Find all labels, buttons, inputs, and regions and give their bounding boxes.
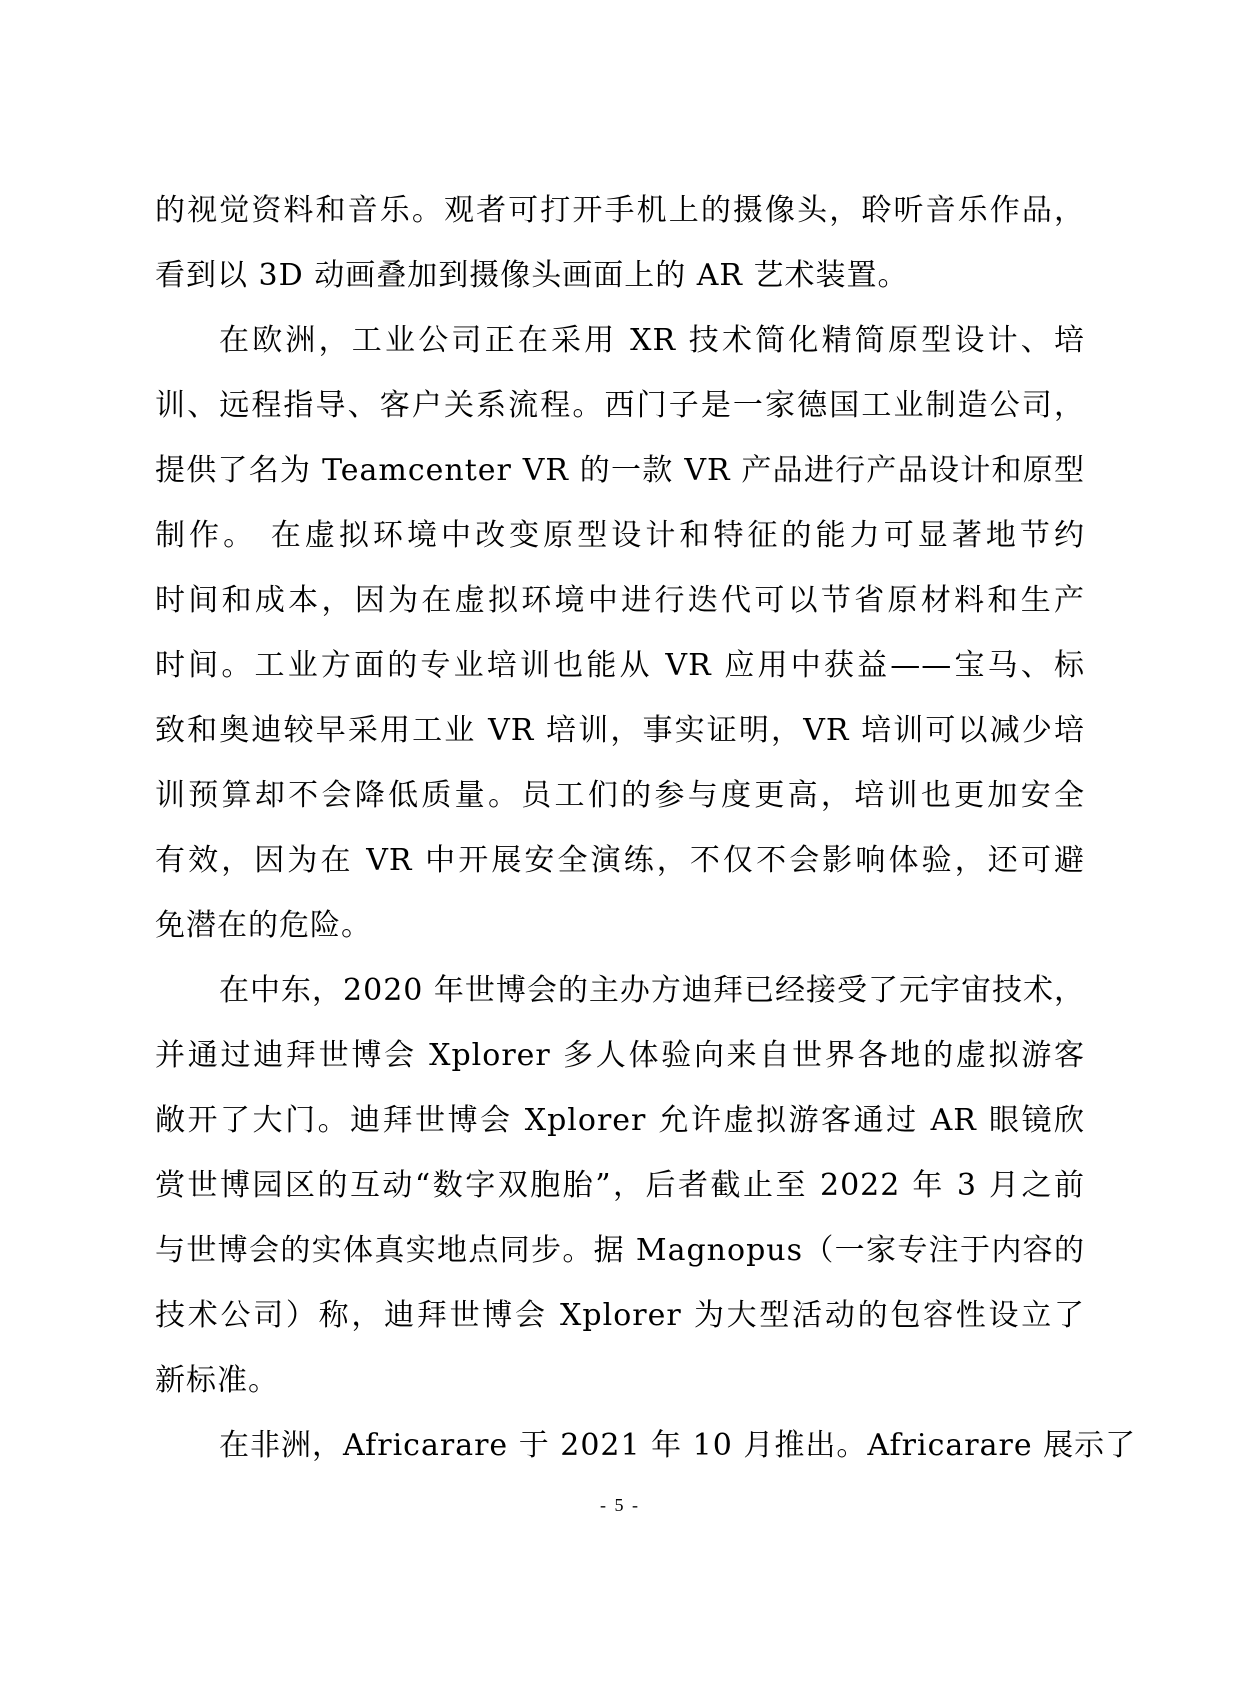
- page-number: - 5 -: [600, 1495, 640, 1515]
- text-line: 免潜在的危险。: [155, 908, 372, 943]
- text-line: 新标准。: [155, 1363, 279, 1398]
- text-line: 的视觉资料和音乐。观者可打开手机上的摄像头，聆听音乐作品，: [155, 193, 1085, 228]
- body-text: [155, 178, 1137, 1478]
- text-line: 训、远程指导、客户关系流程。西门子是一家德国工业制造公司，: [155, 388, 1085, 423]
- text-line: 训预算却不会降低质量。员工们的参与度更高，培训也更加安全: [155, 778, 1085, 813]
- text-line: 敞开了大门。迪拜世博会 Xplorer 允许虚拟游客通过 AR 眼镜欣: [155, 1103, 1085, 1138]
- text-line: 看到以 3D 动画叠加到摄像头画面上的 AR 艺术装置。: [155, 258, 909, 293]
- paragraph-europe-start: 在欧洲，工业公司正在采用 XR 技术简化精简原型设计、培: [219, 323, 1085, 358]
- text-line: 时间和成本，因为在虚拟环境中进行迭代可以节省原材料和生产: [155, 583, 1085, 618]
- paragraph-africa-start: 在非洲，Africarare 于 2021 年 10 月推出。Africarare 展示了: [219, 1428, 1137, 1463]
- text-line: 并通过迪拜世博会 Xplorer 多人体验向来自世界各地的虚拟游客: [155, 1038, 1085, 1073]
- text-line: 致和奥迪较早采用工业 VR 培训，事实证明，VR 培训可以减少培: [155, 713, 1085, 748]
- text-line: 有效，因为在 VR 中开展安全演练，不仅不会影响体验，还可避: [155, 843, 1085, 878]
- text-line: 技术公司）称，迪拜世博会 Xplorer 为大型活动的包容性设立了: [155, 1298, 1085, 1333]
- text-line: 制作。 在虚拟环境中改变原型设计和特征的能力可显著地节约: [155, 518, 1085, 553]
- text-line: 提供了名为 Teamcenter VR 的一款 VR 产品进行产品设计和原型: [155, 453, 1085, 488]
- text-line: 时间。工业方面的专业培训也能从 VR 应用中获益——宝马、标: [155, 648, 1085, 683]
- paragraph-middle-east-start: 在中东，2020 年世博会的主办方迪拜已经接受了元宇宙技术，: [219, 973, 1085, 1008]
- text-line: 与世博会的实体真实地点同步。据 Magnopus（一家专注于内容的: [155, 1233, 1085, 1268]
- text-line: 赏世博园区的互动“数字双胞胎”，后者截止至 2022 年 3 月之前: [155, 1168, 1085, 1203]
